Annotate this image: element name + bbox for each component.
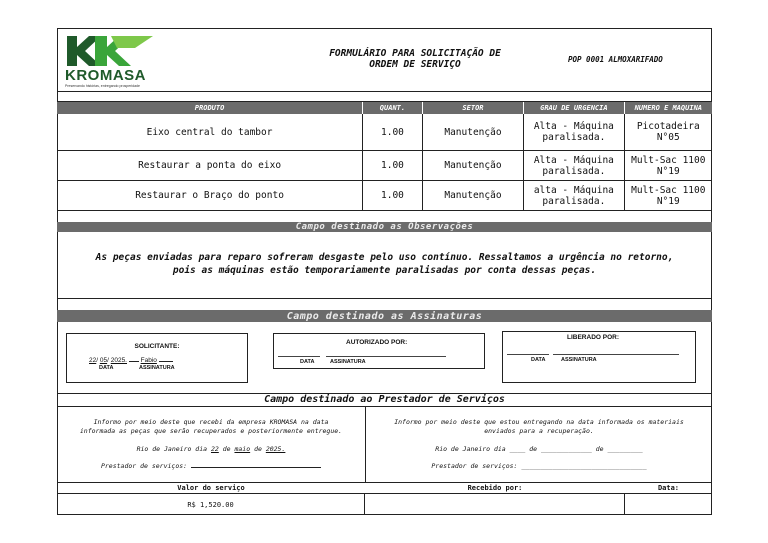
solicitante-year: 2025.	[110, 357, 127, 364]
liberado-data-label: DATA	[531, 357, 546, 363]
cell-quant: 1.00	[363, 181, 423, 210]
prestador-left-text1: Informo por meio deste que recebi da empresa KROMASA na data	[93, 418, 329, 426]
signature-liberado	[502, 331, 696, 383]
cell-urgencia-line1: alta - Máquina	[533, 184, 614, 196]
cell-quant: 1.00	[363, 114, 423, 150]
cell-maquina-line2: N°19	[656, 195, 680, 207]
col-header-maquina: NUMERO E MAQUINA	[625, 102, 712, 114]
obs-text-line1: As peças enviadas para reparo sofreram desgaste pelo uso contínuo. Ressaltamos a urgência no retorno,	[95, 252, 674, 263]
prestador-left-month: maio	[234, 445, 251, 453]
logo	[65, 34, 165, 88]
cell-urgencia-line2: paralisada.	[542, 132, 606, 143]
autorizado-data-label: DATA	[300, 359, 315, 365]
liberado-label: LIBERADO POR:	[567, 334, 619, 341]
cell-maquina	[625, 114, 712, 150]
prestador-right-sign: Prestador de serviços: ________________________________	[431, 462, 647, 470]
solicitante-name: Fabio	[140, 357, 157, 364]
cell-urgencia-line2: paralisada.	[542, 195, 606, 207]
prestador-right-text1: Informo por meio deste que estou entregando na data informada os materiais	[394, 418, 684, 426]
cell-urgencia-line1: Alta - Máquina	[533, 154, 614, 166]
cell-maquina	[625, 181, 712, 210]
prestador-left-day: 22	[210, 445, 219, 453]
cell-maquina	[625, 151, 712, 180]
table-row	[57, 181, 712, 211]
prestador-left-date-prefix: Rio de Janeiro dia	[136, 445, 208, 453]
solicitante-fields: 22/ 05/ 2025. Fabio	[89, 357, 173, 364]
autorizado-line	[278, 356, 320, 357]
cell-setor: Manutenção	[423, 151, 524, 180]
signature-autorizado	[273, 333, 485, 369]
prestador-left-de1: de	[222, 445, 231, 453]
cell-maquina-line1: Mult-Sac 1100	[631, 184, 706, 196]
col-header-setor: SETOR	[423, 102, 524, 114]
logo-icon	[65, 34, 155, 68]
prestador-right	[366, 418, 712, 471]
prestador-left-text2: informada as peças que serão recuperados e posteriormente entregue.	[79, 427, 343, 435]
form-title-line1: FORMULÁRIO PARA SOLICITAÇÃO DE	[329, 48, 501, 59]
table-row	[57, 151, 712, 181]
prestador-right-date: Rio de Janeiro dia ____ de _____________ de _________	[435, 445, 643, 453]
footer-labels	[57, 483, 712, 493]
col-header-quant: QUANT.	[363, 102, 423, 114]
cell-urgencia-line2: paralisada.	[542, 165, 606, 177]
prestador-left-year: 2025.	[265, 445, 286, 453]
footer-valor-label: Valor do serviço	[177, 484, 245, 492]
footer-data	[625, 494, 712, 515]
form-title-line2: ORDEM DE SERVIÇO	[369, 59, 461, 70]
form-code: POP 0001 ALMOXARIFADO	[568, 55, 663, 64]
footer-recebido	[365, 494, 625, 515]
obs-text-line2: pois as máquinas estão temporariamente paralisadas por conta dessas peças.	[172, 265, 597, 276]
form-title	[315, 48, 515, 70]
cell-maquina-line2: N°19	[656, 165, 680, 177]
solicitante-data-label: DATA	[99, 365, 114, 371]
cell-urgencia-line1: Alta - Máquina	[533, 121, 614, 132]
logo-tagline: Preservando histórias, entregando prosperidade	[65, 84, 140, 88]
autorizado-sign-line	[326, 356, 446, 357]
cell-maquina-line1: Mult-Sac 1100	[631, 154, 706, 166]
prestador-left-de2: de	[254, 445, 262, 453]
cell-setor: Manutenção	[423, 181, 524, 210]
prestador-left-prest: Prestador de serviços:	[100, 462, 188, 470]
signatures-title: Campo destinado as Assinaturas	[57, 310, 712, 322]
table-header	[57, 102, 712, 114]
cell-produto: Restaurar a ponta do eixo	[57, 151, 363, 180]
footer-recebido-label: Recebido por:	[467, 484, 523, 492]
col-header-produto: PRODUTO	[57, 102, 363, 114]
logo-text: KROMASA	[65, 67, 146, 84]
prestador-title: Campo destinado ao Prestador de Serviços	[57, 393, 712, 407]
liberado-sign-line	[553, 354, 679, 355]
cell-maquina-line1: Picotadeira	[636, 121, 700, 132]
cell-urgencia	[524, 114, 624, 150]
cell-urgencia	[524, 181, 624, 210]
solicitante-assinatura-label: ASSINATURA	[139, 365, 175, 371]
cell-produto: Eixo central do tambor	[57, 114, 363, 150]
footer-values	[57, 493, 712, 515]
signature-solicitante	[66, 333, 248, 383]
prestador-left	[57, 418, 365, 471]
table-row	[57, 114, 712, 151]
cell-setor: Manutenção	[423, 114, 524, 150]
prestador-left-date	[57, 445, 365, 454]
solicitante-day: 22	[89, 357, 97, 364]
obs-text	[57, 251, 712, 277]
cell-quant: 1.00	[363, 151, 423, 180]
liberado-assinatura-label: ASSINATURA	[561, 357, 597, 363]
footer-valor: R$ 1,520.00	[57, 494, 365, 515]
prestador-left-sign	[57, 462, 365, 471]
header-rule	[57, 92, 712, 102]
solicitante-label: SOLICITANTE:	[134, 343, 180, 350]
solicitante-month: 05	[99, 357, 108, 364]
table-body	[57, 114, 712, 211]
obs-title: Campo destinado as Observações	[57, 222, 712, 232]
prestador-right-text2: enviados para a recuperação.	[484, 427, 594, 435]
footer-data-label: Data:	[657, 484, 680, 492]
cell-urgencia	[524, 151, 624, 180]
header	[57, 28, 712, 92]
col-header-urgencia: GRAU DE URGENCIA	[524, 102, 624, 114]
liberado-line	[507, 354, 549, 355]
autorizado-label: AUTORIZADO POR:	[346, 339, 408, 346]
cell-maquina-line2: N°05	[656, 132, 680, 143]
cell-produto: Restaurar o Braço do ponto	[57, 181, 363, 210]
autorizado-assinatura-label: ASSINATURA	[330, 359, 366, 365]
